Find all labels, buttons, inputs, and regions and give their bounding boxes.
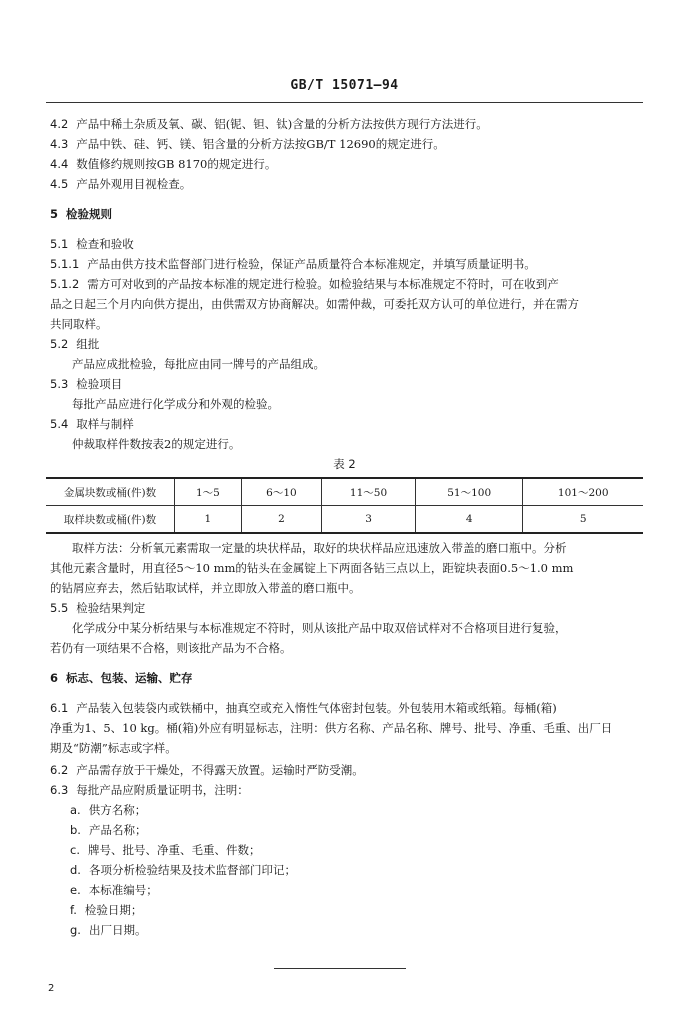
standard-code-header: GB/T 15071—94 bbox=[290, 78, 399, 93]
page-number: 2 bbox=[48, 983, 55, 994]
clause-5-1-2-cont2: 共同取样。 bbox=[50, 317, 108, 331]
table-cell: 5 bbox=[523, 506, 643, 534]
list-item: d. 各项分析检验结果及技术监督部门印记； bbox=[70, 863, 296, 877]
clause-6-1-cont2: 期及“防潮”标志或字样。 bbox=[50, 741, 177, 755]
header-divider bbox=[46, 102, 643, 103]
list-item: a. 供方名称； bbox=[70, 803, 147, 817]
table-row bbox=[46, 506, 643, 534]
clause-4-5: 4.5 产品外观用目视检查。 bbox=[50, 177, 192, 191]
table-cell: 3 bbox=[322, 506, 416, 534]
table-cell: 1～5 bbox=[175, 478, 242, 506]
sampling-method-cont2: 的钻屑应弃去，然后钻取试样，并立即放入带盖的磨口瓶中。 bbox=[50, 581, 361, 595]
clause-5-1-2: 5.1.2 需方可对收到的产品按本标准的规定进行检验。如检验结果与本标准规定不符时，可在收到产 bbox=[50, 277, 559, 291]
section-5-heading: 5 检验规则 bbox=[50, 207, 113, 221]
list-item: f. 检验日期； bbox=[70, 903, 143, 917]
clause-6-1: 6.1 产品装入包装袋内或铁桶中，抽真空或充入惰性气体密封包装。外包装用木箱或纸箱。每桶(箱) bbox=[50, 701, 557, 715]
clause-5-5: 5.5 检验结果判定 bbox=[50, 601, 146, 615]
table-cell: 金属块数或桶(件)数 bbox=[46, 478, 175, 506]
clause-5-5-body: 化学成分中某分析结果与本标准规定不符时，则从该批产品中取双倍试样对不合格项目进行复验， bbox=[72, 621, 567, 635]
end-rule bbox=[274, 968, 406, 969]
table-cell: 4 bbox=[415, 506, 522, 534]
table-cell: 6～10 bbox=[241, 478, 321, 506]
clause-6-3: 6.3 每批产品应附质量证明书，注明： bbox=[50, 783, 249, 797]
clause-5-2: 5.2 组批 bbox=[50, 337, 100, 351]
clause-5-4-body: 仲裁取样件数按表2的规定进行。 bbox=[72, 437, 241, 451]
table-2 bbox=[46, 477, 643, 534]
table-cell: 2 bbox=[241, 506, 321, 534]
sampling-method-cont: 其他元素含量时，用直径5～10 mm的钻头在金属锭上下两面各钻三点以上，距锭块表面0.5～1.0 mm bbox=[50, 561, 574, 575]
table-row bbox=[46, 478, 643, 506]
clause-5-1: 5.1 检查和验收 bbox=[50, 237, 134, 251]
clause-5-2-body: 产品应成批检验，每批应由同一牌号的产品组成。 bbox=[72, 357, 325, 371]
clause-4-3: 4.3 产品中铁、硅、钙、镁、铝含量的分析方法按GB/T 12690的规定进行。 bbox=[50, 137, 445, 151]
table-cell: 11～50 bbox=[322, 478, 416, 506]
clause-6-1-cont: 净重为1、5、10 kg。桶(箱)外应有明显标志，注明：供方名称、产品名称、牌号、批号、净重、毛重、出厂日 bbox=[50, 721, 613, 735]
section-6-heading: 6 标志、包装、运输、贮存 bbox=[50, 671, 193, 685]
list-item: b. 产品名称； bbox=[70, 823, 147, 837]
clause-5-4: 5.4 取样与制样 bbox=[50, 417, 134, 431]
list-item: c. 牌号、批号、净重、毛重、件数； bbox=[70, 843, 261, 857]
list-item: g. 出厂日期。 bbox=[70, 923, 147, 937]
clause-5-3-body: 每批产品应进行化学成分和外观的检验。 bbox=[72, 397, 279, 411]
clause-5-1-2-cont: 品之日起三个月内向供方提出，由供需双方协商解决。如需仲裁，可委托双方认可的单位进行，并在需方 bbox=[50, 297, 579, 311]
clause-4-4: 4.4 数值修约规则按GB 8170的规定进行。 bbox=[50, 157, 277, 171]
table-cell: 51～100 bbox=[415, 478, 522, 506]
sampling-method: 取样方法：分析氧元素需取一定量的块状样品，取好的块状样品应迅速放入带盖的磨口瓶中。分析 bbox=[72, 541, 567, 555]
clause-4-2: 4.2 产品中稀土杂质及氧、碳、铝(铌、钽、钛)含量的分析方法按供方现行方法进行。 bbox=[50, 117, 488, 131]
clause-5-5-body-cont: 若仍有一项结果不合格，则该批产品为不合格。 bbox=[50, 641, 292, 655]
table-cell: 取样块数或桶(件)数 bbox=[46, 506, 175, 534]
list-item: e. 本标准编号； bbox=[70, 883, 158, 897]
table-cell: 1 bbox=[175, 506, 242, 534]
table-cell: 101～200 bbox=[523, 478, 643, 506]
table-2-caption: 表 2 bbox=[333, 457, 356, 471]
clause-5-1-1: 5.1.1 产品由供方技术监督部门进行检验，保证产品质量符合本标准规定，并填写质量证明书。 bbox=[50, 257, 536, 271]
clause-5-3: 5.3 检验项目 bbox=[50, 377, 123, 391]
clause-6-2: 6.2 产品需存放于干燥处，不得露天放置。运输时严防受潮。 bbox=[50, 763, 364, 777]
